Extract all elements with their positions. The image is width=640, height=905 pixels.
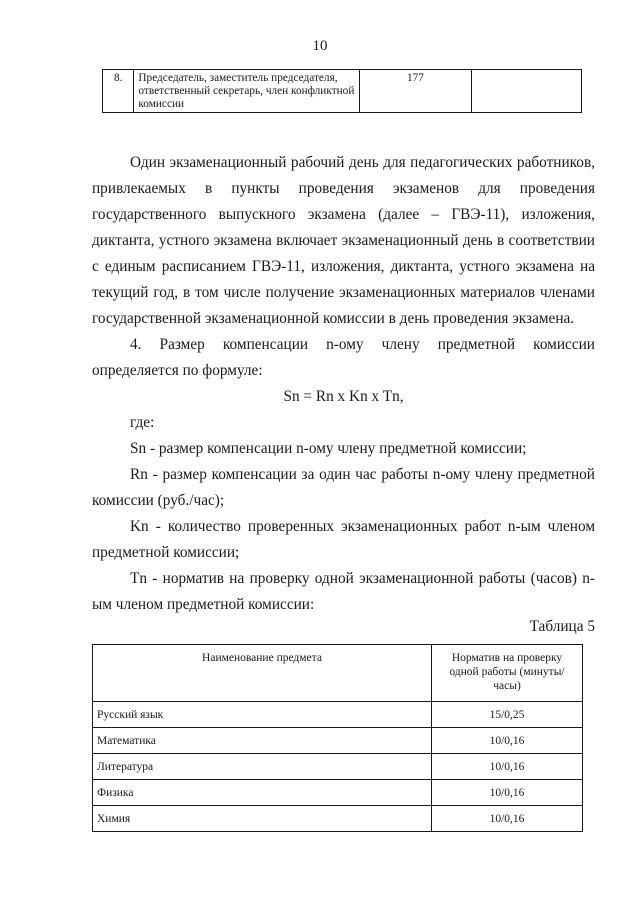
- definition-kn: Kn - количество проверенных экзаменационных работ n-ым членом предметной комиссии;: [92, 518, 595, 561]
- norms-table: [92, 644, 583, 832]
- header-norm: Норматив на проверку одной работы (минуты/часы): [432, 645, 583, 702]
- table-row: [103, 70, 582, 113]
- table-header-row: [93, 645, 583, 702]
- definition-tn: Tn - норматив на проверку одной экзаменационной работы (часов) n-ым членом предметной комиссии:: [92, 570, 595, 613]
- definition-sn: Sn - размер компенсации n-ому члену предметной комиссии;: [130, 440, 527, 457]
- subject-cell: Физика: [93, 780, 432, 806]
- paragraph-workday: Один экзаменационный рабочий день для педагогических работников, привлекаемых в пункты проведения экзаменов для проведения государственного выпускного экзамена (далее – ГВЭ-11), изложения, диктанта, устного экзамена включает экзаменационный день в соответствии с единым расписанием ГВЭ-11, изложения, диктанта, устного экзамена на текущий год, в том числе получение экзаменационных материалов членами государственной экзаменационной комиссии в день проведения экзамена.: [92, 154, 595, 327]
- subject-cell: Русский язык: [93, 702, 432, 728]
- norm-cell: 10/0,16: [432, 806, 583, 832]
- definition-rn: Rn - размер компенсации за один час работы n-ому члену предметной комиссии (руб./час);: [92, 466, 595, 509]
- table-row: [93, 806, 583, 832]
- table-row: [93, 780, 583, 806]
- continuation-table: [102, 69, 582, 113]
- subject-cell: Химия: [93, 806, 432, 832]
- norm-cell: 10/0,16: [432, 780, 583, 806]
- value-cell: 177: [360, 70, 471, 113]
- page-number: 10: [312, 38, 328, 54]
- table-caption: Таблица 5: [529, 618, 595, 635]
- subject-cell: Математика: [93, 728, 432, 754]
- header-subject: Наименование предмета: [93, 645, 432, 702]
- empty-cell: [471, 70, 581, 113]
- table-row: [93, 754, 583, 780]
- table-row: [93, 728, 583, 754]
- norm-cell: 10/0,16: [432, 728, 583, 754]
- table-row: [93, 702, 583, 728]
- formula: Sn = Rn x Kn x Tn,: [283, 388, 404, 405]
- role-cell: Председатель, заместитель председателя, ответственный секретарь, член конфликтной комиссии: [134, 70, 360, 113]
- norm-cell: 15/0,25: [432, 702, 583, 728]
- row-number-cell: 8.: [103, 70, 134, 113]
- norm-cell: 10/0,16: [432, 754, 583, 780]
- paragraph-compensation: 4. Размер компенсации n-ому члену предметной комиссии определяется по формуле:: [92, 336, 595, 379]
- where-label: где:: [130, 414, 155, 431]
- main-text: [92, 150, 595, 618]
- subject-cell: Литература: [93, 754, 432, 780]
